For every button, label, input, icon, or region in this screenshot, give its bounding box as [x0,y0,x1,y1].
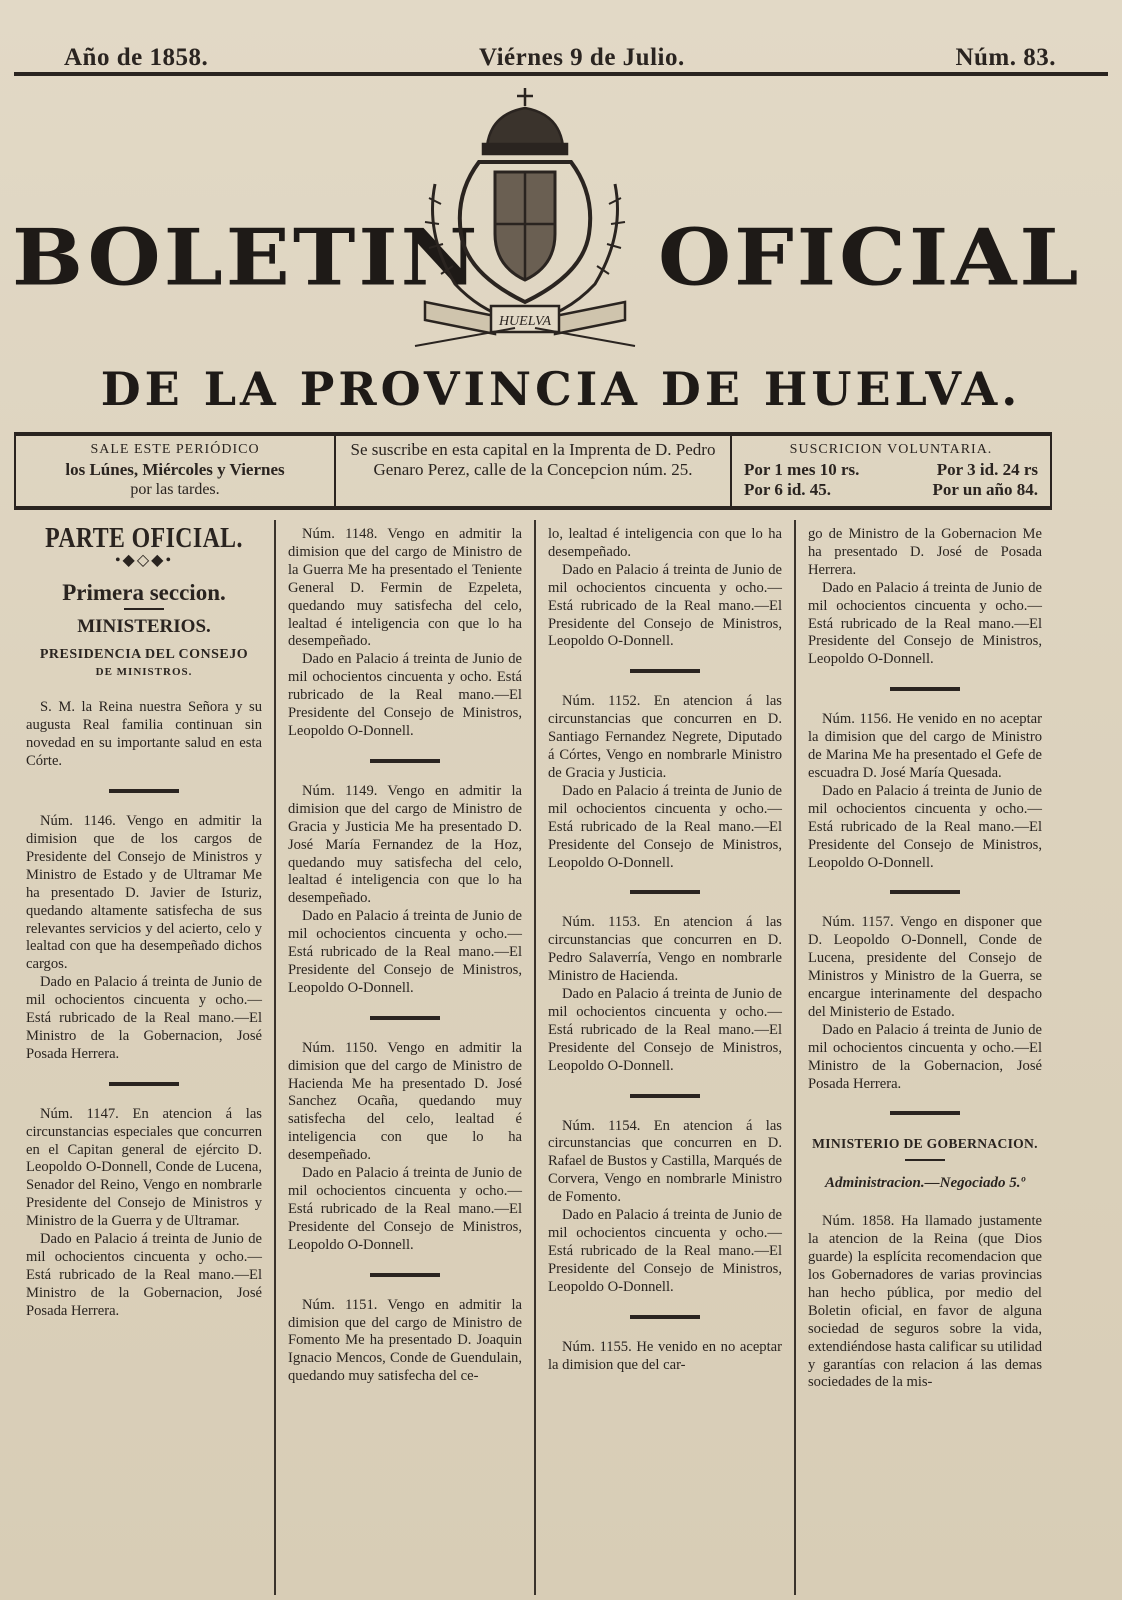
parte-oficial-heading: PARTE OFICIAL. [45,523,243,554]
paragraph: Dado en Palacio á treinta de Junio de mil ochocientos cincuenta y ocho.—Está rubricado de la Real mano.—El Presidente del Consejo de Ministros, Leopoldo O-Donnell. [548,1207,782,1295]
paragraph: Dado en Palacio á treinta de Junio de mil ochocientos cincuenta y ocho.—Está rubricado de la Real mano.—El Presidente del Consejo de Ministros, Leopoldo O-Donnell. [548,782,782,871]
schedule-days: los Lúnes, Miércoles y Viernes [65,460,285,479]
price-three-months: Por 3 id. 24 rs [936,460,1038,479]
divider [890,1111,960,1115]
paragraph: Núm. 1155. He venido en no aceptar la dimision que del car- [548,1338,782,1373]
paragraph: Núm. 1153. En atencion á las circunstancias que concurren en D. Pedro Salaverría, Vengo en nombrarle Ministro de Hacienda. [548,914,782,985]
schedule-title: SALE ESTE PERIÓDICO [90,442,260,457]
article-columns [14,520,1054,1595]
administracion-heading: Administracion.—Negociado 5.º [825,1175,1025,1192]
paragraph: Núm. 1154. En atencion á las circunstancias que concurren en D. Rafael de Bustos y Castilla, Marqués de Corvera, Vengo en nombrarle Ministro de Fomento. [548,1117,782,1206]
presidencia-heading: PRESIDENCIA DEL CONSEJO [39,646,249,662]
paragraph: Núm. 1149. Vengo en admitir la dimision que del cargo de Ministro de Gracia y Justicia Me ha presentado D. José María Fernandez de la Hoz, quedando muy satisfecha del celo, lealtad é inteligencia con que lo ha desempeñado. [288,782,522,907]
paragraph: go de Ministro de la Gobernacion Me ha presentado D. José de Posada Herrera. [808,526,1042,578]
column-2 [274,520,534,1595]
paragraph: Núm. 1150. Vengo en admitir la dimision que del cargo de Ministro de Hacienda Me ha presentado D. José Sanchez Ocaña, quedando muy satisfecha del celo, lealtad é inteligencia con que lo ha desempeñado. [288,1039,522,1164]
publication-info-box [14,432,1052,510]
coat-of-arms-icon [395,84,655,354]
paragraph: Núm. 1151. Vengo en admitir la dimision que del cargo de Ministro de Fomento Me ha presentado D. Joaquin Ignacio Mencos, Conde de Guendulain, quedando muy satisfecha del ce- [288,1296,522,1385]
paragraph: Núm. 1858. Ha llamado justamente la atencion de la Reina (que Dios guarde) la esplícita recomendacion que los Gobernadores de varias provincias han hecho pública, por medio del Boletin oficial, en favor de alguna sociedad de seguros sobre la vida, extendiéndose hasta calificar su utilidad y garantías con relacion á las demas sociedades de la mis- [808,1213,1042,1391]
divider [109,1082,179,1086]
divider [109,789,179,793]
year-label: Año de 1858. [64,44,209,71]
price-one-year: Por un año 84. [932,480,1038,499]
masthead-subtitle: DE LA PROVINCIA DE HUELVA. [100,362,1022,416]
price-one-month: Por 1 mes 10 rs. [744,460,860,479]
ministerios-heading: MINISTERIOS. [77,615,211,637]
paragraph: Dado en Palacio á treinta de Junio de mil ochocientos cincuenta y ocho.—Está rubricado de la Real mano.—El Presidente del Consejo de Ministros, Leopoldo O-Donnell. [808,782,1042,871]
price-six-months: Por 6 id. 45. [744,480,832,499]
paragraph: Núm. 1148. Vengo en admitir la dimision que del cargo de Ministro de la Guerra Me ha presentado el Teniente General D. Fermin de Ezpeleta, quedando muy satisfecha del celo, lealtad é inteligencia con que lo ha desempeñado. [288,526,522,650]
schedule-time: por las tardes. [130,481,220,498]
divider [890,687,960,691]
divider [890,890,960,894]
header-rule [14,72,1108,76]
column-1 [14,520,274,1595]
divider [124,608,164,610]
divider [630,1094,700,1098]
paragraph: Dado en Palacio á treinta de Junio de mil ochocientos cincuenta y ocho.—Está rubricado de la Real mano.—El Presidente del Consejo de Ministros, Leopoldo O-Donnell. [288,1165,522,1253]
ornament-icon: •◆◇◆• [114,551,174,569]
paragraph: Dado en Palacio á treinta de Junio de mil ochocientos cincuenta y ocho.—Está rubricado de la Real mano.—El Presidente del Consejo de Ministros, Leopoldo O-Donnell. [808,579,1042,668]
paragraph: Núm. 1157. Vengo en disponer que D. Leopoldo O-Donnell, Conde de Lucena, presidente del Consejo de Ministros y Ministro de la Guerra, se encargue interinamente del despacho del Ministerio de Estado. [808,914,1042,1020]
issue-number: Núm. 83. [955,44,1056,71]
ministerio-gobernacion-heading: MINISTERIO DE GOBERNACION. [812,1136,1038,1152]
header-bar [14,36,1108,72]
subscription-place: Se suscribe en esta capital en la Imprenta de D. Pedro Genaro Perez, calle de la Concepcion núm. 25. [350,440,716,479]
masthead-title-right: OFICIAL [658,211,1082,304]
paragraph: Dado en Palacio á treinta de Junio de mil ochocientos cincuenta y ocho.—Está rubricado de la Real mano.—El Presidente del Consejo de Ministros, Leopoldo O-Donnell. [288,908,522,996]
divider [370,759,440,763]
primera-seccion-heading: Primera seccion. [62,579,226,605]
date-label: Viérnes 9 de Julio. [478,44,685,71]
crest-label: HUELVA [498,314,552,329]
paragraph: lo, lealtad é inteligencia con que lo ha desempeñado. [548,526,782,560]
voluntary-title: SUSCRICION VOLUNTARIA. [789,442,993,457]
column-3 [534,520,794,1595]
paragraph: Dado en Palacio á treinta de Junio de mil ochocientos cincuenta y ocho. Está rubricado de la Real mano.—El Presidente del Consejo de Ministros, Leopoldo O-Donnell. [288,651,522,739]
paragraph: Núm. 1146. Vengo en admitir la dimision que de los cargos de Presidente del Consejo de Ministros y Ministro de Estado y de Ultramar Me ha presentado D. Javier de Isturiz, quedando altamente satisfecha de sus relevantes servicios y del acierto, celo y lealtad con que ha desempeñado dichos cargos. [26,813,262,973]
divider [370,1273,440,1277]
paragraph: Dado en Palacio á treinta de Junio de mil ochocientos cincuenta y ocho.—Está rubricado de la Real mano.—El Ministro de la Gobernacion, José Posada Herrera. [26,1231,262,1319]
divider [630,890,700,894]
paragraph: Dado en Palacio á treinta de Junio de mil ochocientos cincuenta y ocho.—Está rubricado de la Real mano.—El Presidente del Consejo de Ministros, Leopoldo O-Donnell. [548,561,782,650]
schedule-info [16,436,336,506]
de-ministros-heading: DE MINISTROS. [95,665,193,678]
paragraph: Dado en Palacio á treinta de Junio de mil ochocientos cincuenta y ocho.—Está rubricado de la Real mano.—El Presidente del Consejo de Ministros, Leopoldo O-Donnell. [548,986,782,1074]
voluntary-subscription [732,436,1050,506]
paragraph: Dado en Palacio á treinta de Junio de mil ochocientos cincuenta y ocho.—El Ministro de la Gobernacion, José Posada Herrera. [808,1021,1042,1092]
paragraph: Núm. 1152. En atencion á las circunstancias que concurren en D. Santiago Fernandez Negrete, Diputado á Córtes, Vengo en nombrarle Ministro de Gracia y Justicia. [548,693,782,781]
paragraph: Núm. 1156. He venido en no aceptar la dimision que del cargo de Ministro de Marina Me ha presentado el Gefe de escuadra D. José María Quesada. [808,711,1042,781]
divider [630,669,700,673]
paragraph: S. M. la Reina nuestra Señora y su augusta Real familia continuan sin novedad en su importante salud en esta Córte. [26,699,262,770]
paragraph: Dado en Palacio á treinta de Junio de mil ochocientos cincuenta y ocho.—Está rubricado de la Real mano.—El Ministro de la Gobernacion, José Posada Herrera. [26,974,262,1062]
divider [630,1315,700,1319]
column-4 [794,520,1054,1595]
paragraph: Núm. 1147. En atencion á las circunstancias especiales que concurren en el Capitan general de ejército D. Leopoldo O-Donnell, Conde de Lucena, Senador del Reino, Vengo en nombrarle Presidente del Consejo de Ministros y Ministro de la Guerra y de Ultramar. [26,1105,262,1230]
divider [370,1016,440,1020]
divider [905,1159,945,1161]
subscription-info [336,436,732,506]
masthead-title-left: BOLETIN [12,211,481,304]
